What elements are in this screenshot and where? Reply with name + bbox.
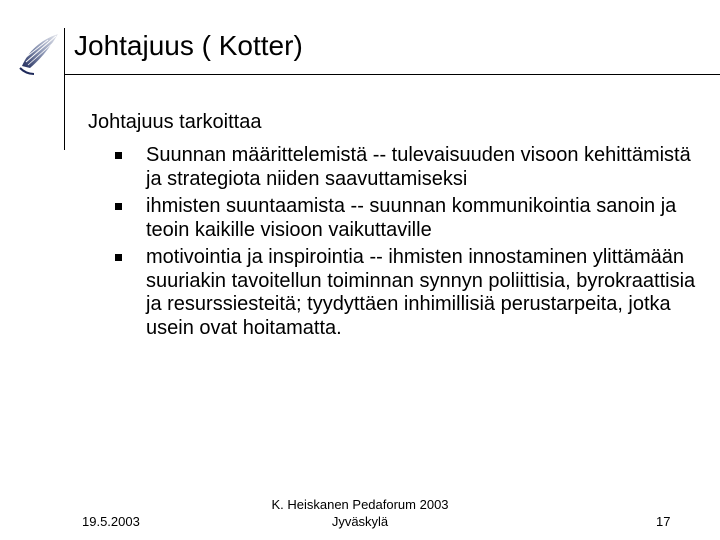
- footer-author-line: K. Heiskanen Pedaforum 2003: [271, 497, 449, 512]
- bullet-item: [110, 195, 710, 242]
- bullet-list: [110, 144, 710, 340]
- bullet-text: Suunnan määrittelemistä -- tulevaisuuden visoon kehittämistä ja strategiota niiden saavuttamiseksi: [146, 144, 691, 190]
- page-number: 17: [656, 514, 671, 529]
- title-vertical-rule: [64, 28, 65, 150]
- square-bullet-icon: [115, 203, 122, 210]
- lead-text: Johtajuus tarkoittaa: [88, 111, 262, 133]
- footer-date: 19.5.2003: [82, 514, 140, 529]
- quill-logo-icon: [18, 28, 60, 76]
- bullet-text: motivointia ja inspirointia -- ihmisten innostaminen ylittämään suuriakin tavoitellun toiminnan synnyn poliittisia, byrokraattisia ja resurssiesteitä; tyydyttäen inhimillisiä perustarpeita, jotka usein ovat hoitamatta.: [146, 246, 696, 339]
- title-horizontal-rule: [64, 74, 720, 75]
- bullet-text: ihmisten suuntaamista -- suunnan kommunikointia sanoin ja teoin kaikille visioon vaikuttaville: [146, 195, 677, 241]
- bullet-item: [110, 144, 710, 191]
- footer-author: [240, 496, 480, 530]
- footer-location-line: Jyväskylä: [331, 514, 389, 529]
- square-bullet-icon: [115, 152, 122, 159]
- square-bullet-icon: [115, 254, 122, 261]
- slide-title: Johtajuus ( Kotter): [74, 30, 303, 61]
- bullet-item: [110, 246, 710, 340]
